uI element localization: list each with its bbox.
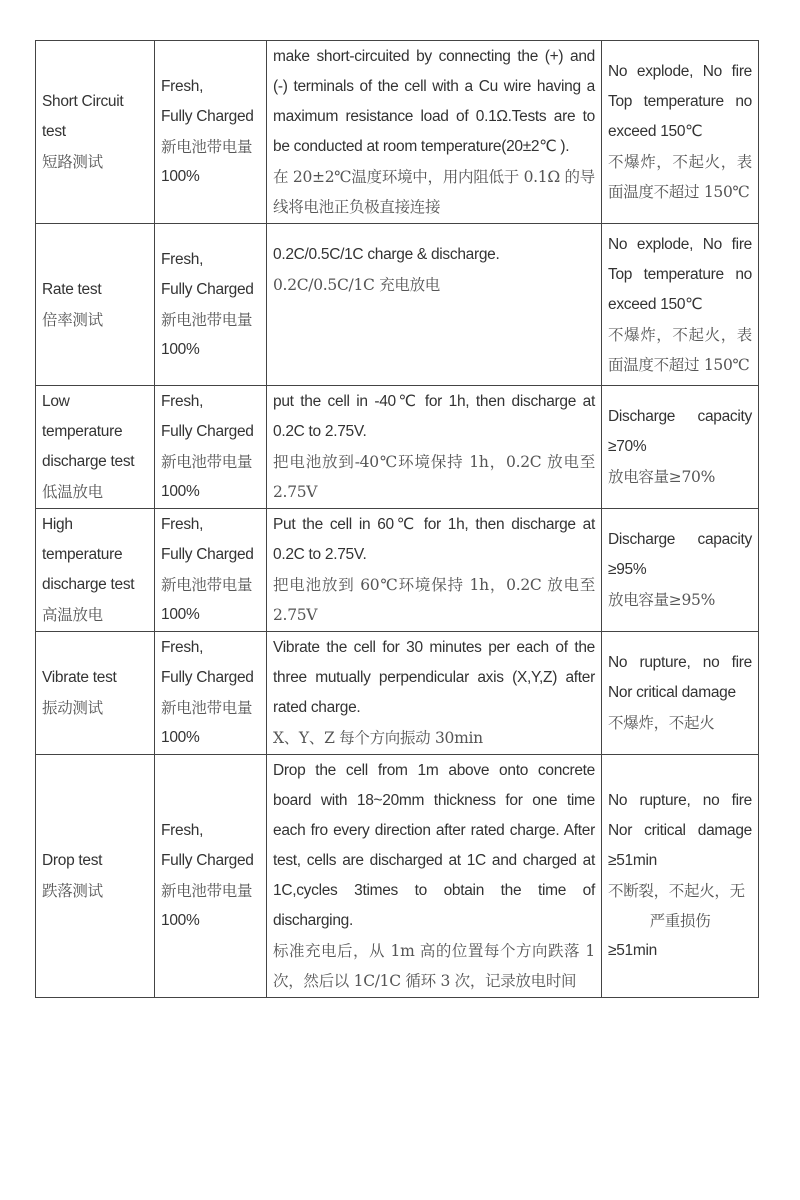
- test-name-cn: 高温放电: [42, 606, 103, 624]
- condition-cell: [155, 41, 267, 224]
- condition-cn: 新电池带电量: [161, 138, 253, 156]
- table-row: [36, 632, 759, 755]
- condition-pct: 100%: [161, 168, 200, 185]
- condition-cn: 新电池带电量: [161, 699, 253, 717]
- condition-line: Fully Charged: [161, 280, 254, 298]
- procedure-cell: [267, 386, 602, 509]
- criteria-cell: [602, 41, 759, 224]
- criteria-cn-line: 不断裂，不起火，无: [608, 882, 745, 900]
- table-row: [36, 509, 759, 632]
- test-name-en: Rate test: [42, 280, 102, 298]
- test-spec-sheet: [35, 40, 758, 998]
- condition-cell: [155, 224, 267, 386]
- procedure-en: Vibrate the cell for 30 minutes per each of the three mutually perpendicular axis (X,Y,Z) after rated charge.: [273, 639, 595, 716]
- procedure-cn: 0.2C/0.5C/1C 充电放电: [273, 276, 441, 294]
- test-name-en: Short Circuit test: [42, 93, 124, 140]
- procedure-en: Put the cell in 60℃ for 1h, then discharge at 0.2C to 2.75V.: [273, 516, 595, 563]
- table-row: [36, 755, 759, 998]
- condition-cell: [155, 509, 267, 632]
- condition-pct: 100%: [161, 340, 200, 358]
- condition-cn: 新电池带电量: [161, 310, 253, 329]
- test-name-cell: [36, 632, 155, 755]
- condition-line: Fully Charged: [161, 546, 254, 563]
- condition-cn: 新电池带电量: [161, 882, 253, 900]
- condition-line: Fresh,: [161, 639, 204, 656]
- condition-cell: [155, 386, 267, 509]
- criteria-cell: [602, 224, 759, 386]
- test-spec-table: [35, 40, 759, 998]
- test-name-cell: [36, 41, 155, 224]
- condition-line: Fresh,: [161, 822, 204, 839]
- criteria-cell: [602, 755, 759, 998]
- test-name-en: Drop test: [42, 852, 103, 869]
- condition-line: Fresh,: [161, 516, 204, 533]
- procedure-cell: [267, 41, 602, 224]
- procedure-cell: [267, 509, 602, 632]
- condition-cn: 新电池带电量: [161, 576, 253, 594]
- condition-line: Fully Charged: [161, 669, 254, 686]
- criteria-cell: [602, 386, 759, 509]
- condition-cell: [155, 755, 267, 998]
- criteria-en: No rupture, no fire Nor critical damage ≥51min: [608, 792, 752, 869]
- condition-pct: 100%: [161, 729, 200, 746]
- condition-line: Fully Charged: [161, 423, 254, 440]
- test-name-cell: [36, 509, 155, 632]
- criteria-en: No explode, No fire Top temperature no exceed 150℃: [608, 235, 752, 313]
- test-name-cell: [36, 386, 155, 509]
- condition-line: Fully Charged: [161, 852, 254, 869]
- condition-pct: 100%: [161, 912, 200, 929]
- test-name-en: Low temperature discharge test: [42, 393, 135, 470]
- criteria-cell: [602, 632, 759, 755]
- condition-pct: 100%: [161, 606, 200, 623]
- test-name-cn: 短路测试: [42, 153, 103, 171]
- criteria-cn: 放电容量≥70%: [608, 468, 716, 486]
- test-name-cn: 倍率测试: [42, 310, 103, 329]
- table-row: [36, 41, 759, 224]
- criteria-en: Discharge capacity ≥70%: [608, 408, 752, 455]
- table-row: [36, 386, 759, 509]
- procedure-cn: 标准充电后，从 1m 高的位置每个方向跌落 1 次，然后以 1C/1C 循环 3 次，记录放电时间: [273, 942, 595, 990]
- procedure-en: put the cell in -40℃ for 1h, then discharge at 0.2C to 2.75V.: [273, 393, 595, 440]
- test-name-en: Vibrate test: [42, 669, 117, 686]
- condition-pct: 100%: [161, 483, 200, 500]
- procedure-cn: 把电池放到-40℃环境保持 1h，0.2C 放电至 2.75V: [273, 453, 595, 501]
- condition-cell: [155, 632, 267, 755]
- condition-line: Fresh,: [161, 393, 204, 410]
- test-name-cn: 跌落测试: [42, 882, 103, 900]
- condition-line: Fresh,: [161, 78, 204, 95]
- criteria-en: No explode, No fire Top temperature no exceed 150℃: [608, 63, 752, 140]
- procedure-cell: [267, 632, 602, 755]
- table-row: [36, 224, 759, 386]
- procedure-en: make short-circuited by connecting the (+) and (-) terminals of the cell with a Cu wire having a maximum resistance load of 0.1Ω.Tests are to be conducted at room temperature(20±2℃ ).: [273, 48, 595, 155]
- procedure-cn: X、Y、Z 每个方向振动 30min: [273, 729, 483, 747]
- criteria-cn-line: 严重损伤: [649, 912, 711, 930]
- test-name-en: High temperature discharge test: [42, 516, 135, 593]
- criteria-cn: 不爆炸，不起火: [608, 714, 715, 732]
- procedure-en: 0.2C/0.5C/1C charge & discharge.: [273, 246, 500, 263]
- procedure-cell: [267, 755, 602, 998]
- test-name-cn: 振动测试: [42, 699, 103, 717]
- procedure-cn: 把电池放到 60℃环境保持 1h，0.2C 放电至 2.75V: [273, 576, 595, 624]
- criteria-cn: 不爆炸，不起火，表面温度不超过 150℃: [608, 325, 752, 374]
- procedure-cn: 在 20±2℃温度环境中，用内阻低于 0.1Ω 的导线将电池正负极直接连接: [273, 168, 595, 216]
- criteria-en: Discharge capacity ≥95%: [608, 531, 752, 578]
- criteria-cn: 放电容量≥95%: [608, 591, 716, 609]
- criteria-extra: ≥51min: [608, 942, 657, 959]
- criteria-cn: 不爆炸，不起火，表面温度不超过 150℃: [608, 153, 752, 201]
- condition-line: Fully Charged: [161, 108, 254, 125]
- procedure-cell: [267, 224, 602, 386]
- test-name-cn: 低温放电: [42, 483, 103, 501]
- criteria-en: No rupture, no fire Nor critical damage: [608, 654, 752, 701]
- procedure-en: Drop the cell from 1m above onto concrete board with 18~20mm thickness for one time each fro every direction after rated charge. After test, cells are discharged at 1C and charged at 1C,cycles 3times to obtain the time of discharging.: [273, 762, 595, 929]
- test-name-cell: [36, 755, 155, 998]
- condition-line: Fresh,: [161, 250, 204, 268]
- test-name-cell: [36, 224, 155, 386]
- criteria-cell: [602, 509, 759, 632]
- condition-cn: 新电池带电量: [161, 453, 253, 471]
